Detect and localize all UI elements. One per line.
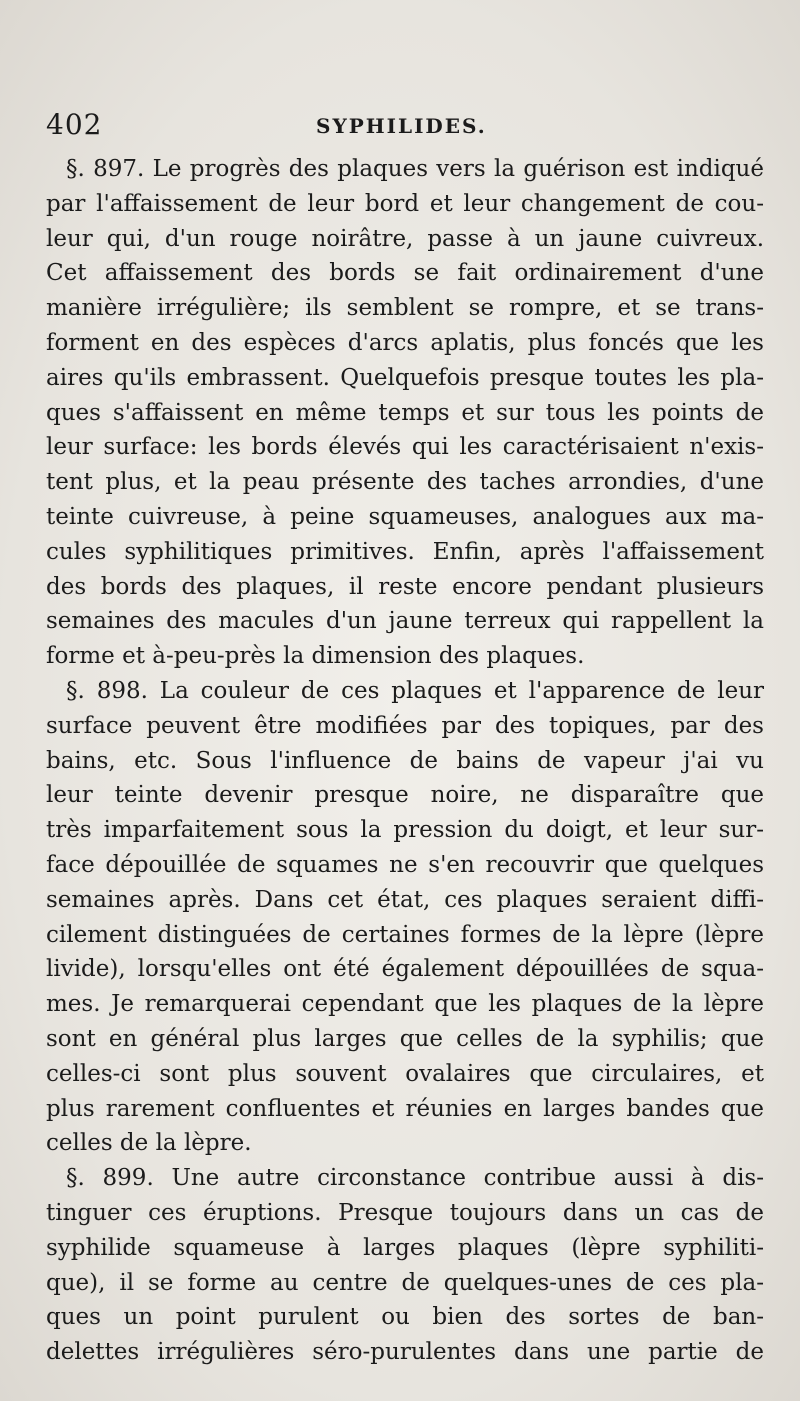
running-title: SYPHILIDES. [316, 114, 487, 138]
text-line: celles de la lèpre. [46, 1130, 252, 1157]
text-line: manière irrégulière; ils semblent se rompre, et se trans- [46, 295, 764, 322]
text-line: tent plus, et la peau présente des taches arrondies, d'une [46, 469, 764, 496]
text-line: forme et à-peu-près la dimension des plaques. [46, 643, 585, 670]
text-line: leur teinte devenir presque noire, ne disparaître que [46, 782, 764, 809]
text-line: §. 899. Une autre circonstance contribue aussi à dis- [66, 1165, 764, 1192]
body-text [46, 152, 764, 1370]
text-line: cilement distinguées de certaines formes de la lèpre (lèpre [46, 921, 764, 948]
text-line: livide), lorsqu'elles ont été également dépouillées de squa- [46, 956, 764, 983]
text-line: semaines des macules d'un jaune terreux qui rappellent la [46, 608, 764, 635]
text-line: celles-ci sont plus souvent ovalaires que circulaires, et [46, 1060, 764, 1087]
text-line: aires qu'ils embrassent. Quelquefois presque toutes les pla- [46, 364, 764, 391]
text-line: surface peuvent être modifiées par des topiques, par des [46, 712, 764, 739]
text-line: très imparfaitement sous la pression du doigt, et leur sur- [46, 817, 764, 844]
text-line: syphilide squameuse à larges plaques (lèpre syphiliti- [46, 1234, 764, 1261]
text-line: plus rarement confluentes et réunies en larges bandes que [46, 1095, 764, 1122]
text-line: §. 897. Le progrès des plaques vers la guérison est indiqué [66, 156, 764, 182]
text-line: leur surface: les bords élevés qui les caractérisaient n'exis- [46, 434, 764, 461]
text-line: ques un point purulent ou bien des sortes de ban- [46, 1304, 764, 1331]
text-line: des bords des plaques, il reste encore pendant plusieurs [46, 573, 764, 600]
text-line: que), il se forme au centre de quelques-unes de ces pla- [46, 1269, 764, 1296]
text-line: Cet affaissement des bords se fait ordinairement d'une [46, 260, 764, 287]
page-header [46, 108, 766, 148]
text-line: semaines après. Dans cet état, ces plaques seraient diffi- [46, 886, 764, 913]
text-line: leur qui, d'un rouge noirâtre, passe à un jaune cuivreux. [46, 225, 764, 252]
text-line: mes. Je remarquerai cependant que les plaques de la lèpre [46, 991, 764, 1018]
text-line: bains, etc. Sous l'influence de bains de vapeur j'ai vu [46, 747, 764, 774]
page-number: 402 [46, 108, 103, 141]
text-line: forment en des espèces d'arcs aplatis, plus foncés que les [46, 329, 764, 356]
text-line: sont en général plus larges que celles de la syphilis; que [46, 1025, 764, 1052]
text-line: cules syphilitiques primitives. Enfin, après l'affaissement [46, 538, 764, 565]
text-line: par l'affaissement de leur bord et leur changement de cou- [46, 190, 764, 217]
text-line: §. 898. La couleur de ces plaques et l'apparence de leur [66, 677, 764, 704]
text-line: face dépouillée de squames ne s'en recouvrir que quelques [46, 851, 764, 878]
text-line: delettes irrégulières séro-purulentes dans une partie de [46, 1339, 764, 1366]
text-line: tinguer ces éruptions. Presque toujours dans un cas de [46, 1199, 764, 1226]
text-line: ques s'affaissent en même temps et sur tous les points de [46, 399, 764, 426]
text-line: teinte cuivreuse, à peine squameuses, analogues aux ma- [46, 503, 764, 530]
